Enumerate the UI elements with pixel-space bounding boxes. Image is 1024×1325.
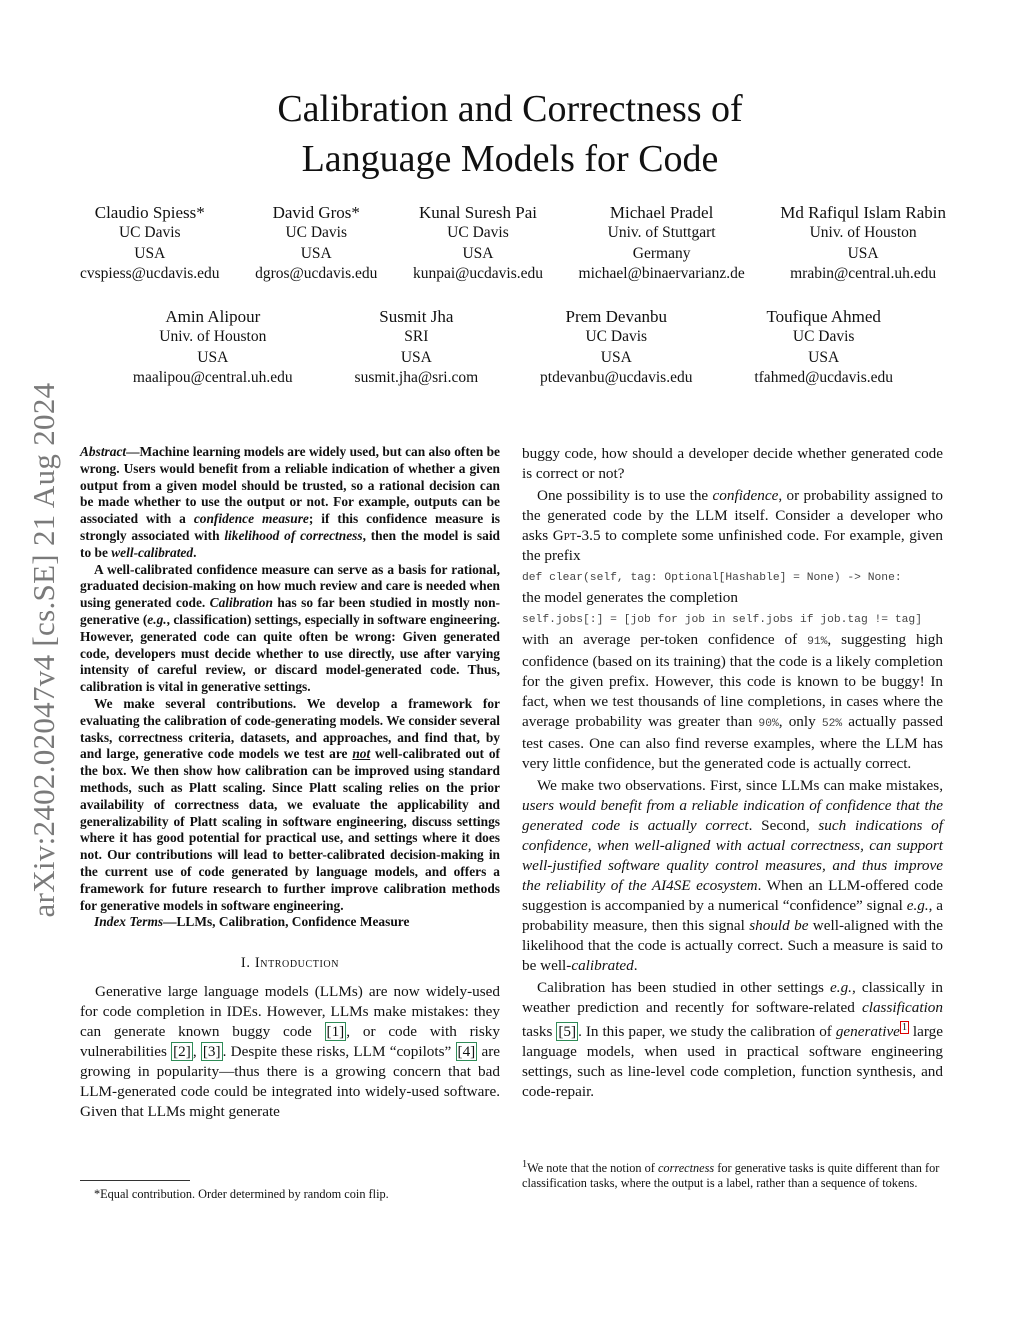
author-email: kunpai@ucdavis.edu <box>412 265 543 282</box>
abstract-label: Abstract <box>80 444 127 459</box>
body-paragraph: One possibility is to use the confidence, or probability assigned to the generated code by the LLM itself. Consider a developer who asks Gpt-3.5 to complete some unfinished code. For example, given the prefix <box>522 487 944 564</box>
author-name: Amin Alipour <box>165 307 261 326</box>
author-row-1 <box>80 202 946 285</box>
author-row-2 <box>80 306 946 389</box>
author-country: USA <box>808 348 840 366</box>
author-block <box>255 202 377 285</box>
body-paragraph: Calibration has been studied in other settings e.g., classically in weather prediction and recently for software-related classification tasks [5] . In this paper, we study the calibration of generative $^1$ large language models, when used in practical software engineering settings, such as line-level code completion, function synthesis, and code-repair. <box>522 979 943 1101</box>
title-line-1: Calibration and Correctness of <box>277 88 743 130</box>
author-affiliation: UC Davis <box>118 224 181 241</box>
author-affiliation: Univ. of Houston <box>159 328 267 345</box>
body-paragraph: buggy code, how should a developer decide whether generated code is correct or not? <box>522 445 943 482</box>
author-country: USA <box>134 244 166 262</box>
author-affiliation: Univ. of Stuttgart <box>607 224 716 241</box>
author-email: dgros@ucdavis.edu <box>255 265 378 282</box>
paper-title <box>160 84 860 184</box>
author-block <box>540 306 692 389</box>
citation-link[interactable]: [5] <box>558 1023 577 1041</box>
author-name: Kunal Suresh Pai <box>418 203 537 222</box>
body-paragraph: We make two observations. First, since LLMs can make mistakes, users would benefit from a reliable indication of confidence that the generated code is actually correct. Second, such indications of confidence, when well-aligned with actual correctness, can support well-justified software quality control measures, and thus improve the reliability of the AI4SE ecosystem. When an LLM-offered code suggestion is accompanied by a numerical “confidence” signal e.g., a probability measure, then this signal should be well-aligned with the likelihood that the code is actually correct. Such a measure is said to be well-calibrated. <box>522 777 943 974</box>
right-text <box>522 444 943 1102</box>
author-affiliation: SRI <box>404 328 429 345</box>
author-affiliation: UC Davis <box>792 328 855 345</box>
author-country: USA <box>847 244 879 262</box>
author-email: michael@binaervarianz.de <box>578 265 745 282</box>
author-country: USA <box>600 348 632 366</box>
author-affiliation: UC Davis <box>447 224 509 241</box>
author-email: susmit.jha@sri.com <box>354 369 479 386</box>
author-name: David Gros* <box>272 203 360 222</box>
index-terms: Index Terms—LLMs, Calibration, Confidence Measure <box>94 914 410 930</box>
section-heading: I. Introduction <box>240 955 340 972</box>
author-country: Germany <box>632 244 691 262</box>
author-block <box>355 306 479 389</box>
author-affiliation: Univ. of Houston <box>809 224 917 241</box>
author-name: Susmit Jha <box>379 307 454 326</box>
author-block <box>133 306 293 389</box>
left-column <box>80 444 500 1124</box>
citation-link[interactable]: [4] <box>457 1043 476 1061</box>
author-email: mrabin@central.uh.edu <box>790 265 937 282</box>
author-country: USA <box>197 348 229 366</box>
abstract-paragraph: Abstract—Machine learning models are widely used, but can also often be wrong. Users would benefit from a reliable indication of whether a given output from a given model should be trusted, so a rational decision can be made whether to use the output or not. For example, outputs can be associated with a confidence measure; if this confidence measure is strongly associated with likelihood of correctness, then the model is said to be well-calibrated. <box>80 444 501 560</box>
author-name: Michael Pradel <box>609 203 714 222</box>
title-line-2: Language Models for Code <box>301 138 719 180</box>
author-email: cvspiess@ucdavis.edu <box>80 265 220 282</box>
author-affiliation: UC Davis <box>585 328 648 345</box>
abstract-paragraph: We make several contributions. We develop a framework for evaluating the calibration of code-generating models. We consider several tasks, correctness criteria, datasets, and approaches, and find that, by and large, generative code models we test are not well-calibrated out of the box. We then show how calibration can be improved using standard methods, such as Platt scaling. Since Platt scaling relies on the prior availability of correctness data, we evaluate the applicability and generalizability of Platt scaling in software engineering, discuss settings where it has good potential for practical use, and settings where it does not. Our contributions will lead to better-calibrated decision-making in the current use of code generated by language models, and offers a framework for future research to further improve calibration methods for generative models in software engineering. <box>80 695 501 913</box>
author-name: Md Rafiqul Islam Rabin <box>780 203 946 222</box>
code-completion: self.jobs[:] = [job for job in self.jobs if job.tag != tag] <box>522 614 922 626</box>
right-column <box>522 444 943 1104</box>
author-name: Claudio Spiess* <box>94 203 205 222</box>
author-email: tfahmed@ucdavis.edu <box>754 369 894 386</box>
body-paragraph: with an average per-token confidence of 91%, suggesting high confidence (based on its training) that the code is a likely completion for the given prefix. However, this code is known to be buggy! In fact, when we test thousands of line completions, in cases where the average probability was greater than 90%, only 52% actually passed test cases. One can also find reverse examples, where the LLM has very little confidence, but the generated code is actually correct. <box>522 631 943 772</box>
arxiv-stamp: arXiv:2402.02047v4 [cs.SE] 21 Aug 2024 <box>26 382 61 918</box>
footnote-rule <box>80 1180 190 1181</box>
code-prefix: def clear(self, tag: Optional[Hashable] = None) -> None: <box>522 572 902 584</box>
author-block <box>579 202 745 285</box>
author-email: maalipou@central.uh.edu <box>132 369 293 386</box>
author-block <box>80 202 220 285</box>
author-name: Prem Devanbu <box>565 307 668 326</box>
author-block <box>413 202 543 285</box>
body-paragraph: the model generates the completion <box>522 589 738 606</box>
author-name: Toufique Ahmed <box>766 307 881 326</box>
abstract-paragraph: A well-calibrated confidence measure can serve as a basis for rational, graduated decision-making on how much review and care is needed when using generated code. Calibration has so far been studied in mostly non-generative (e.g., classification) settings, especially in software engineering. However, generated code can quite often be wrong: Given generated code, developers must decide whether to use directly, use after varying intensity of careful review, or discard model-generated code. Thus, calibration is vital in generative settings. <box>80 561 501 695</box>
author-affiliation: UC Davis <box>285 224 348 241</box>
author-email: ptdevanbu@ucdavis.edu <box>540 369 693 386</box>
body-paragraph: Generative large language models (LLMs) are now widely-used for code completion in IDEs. However, LLMs make mistakes: they can generate known buggy code [1] , or code with risky vulnerabilities [2] , [3] . Despite these risks, LLM “copilots” [4] are growing in popularity—thus there is a growing concern that bad LLM-generated code could be integrated into widely-used software. Given that LLMs might generate <box>80 983 501 1121</box>
citation-link[interactable]: [2] <box>173 1043 191 1061</box>
intro-text <box>80 982 500 1122</box>
citation-link[interactable]: [3] <box>202 1043 221 1061</box>
author-country: USA <box>300 244 332 262</box>
footnote-marker[interactable]: 1 <box>901 1022 907 1033</box>
footnote-equal-contribution: *Equal contribution. Order determined by random coin flip. <box>94 1187 389 1201</box>
author-country: USA <box>400 348 432 366</box>
author-block <box>754 306 893 389</box>
abstract <box>80 444 500 931</box>
author-country: USA <box>462 244 494 262</box>
footnote-1: $^1$We note that the notion of correctness for generative tasks is quite different than for classification tasks, where the output is a label, rather than a sequence of tokens. <box>522 1159 940 1191</box>
citation-link[interactable]: [1] <box>326 1023 345 1041</box>
author-block <box>780 202 946 285</box>
